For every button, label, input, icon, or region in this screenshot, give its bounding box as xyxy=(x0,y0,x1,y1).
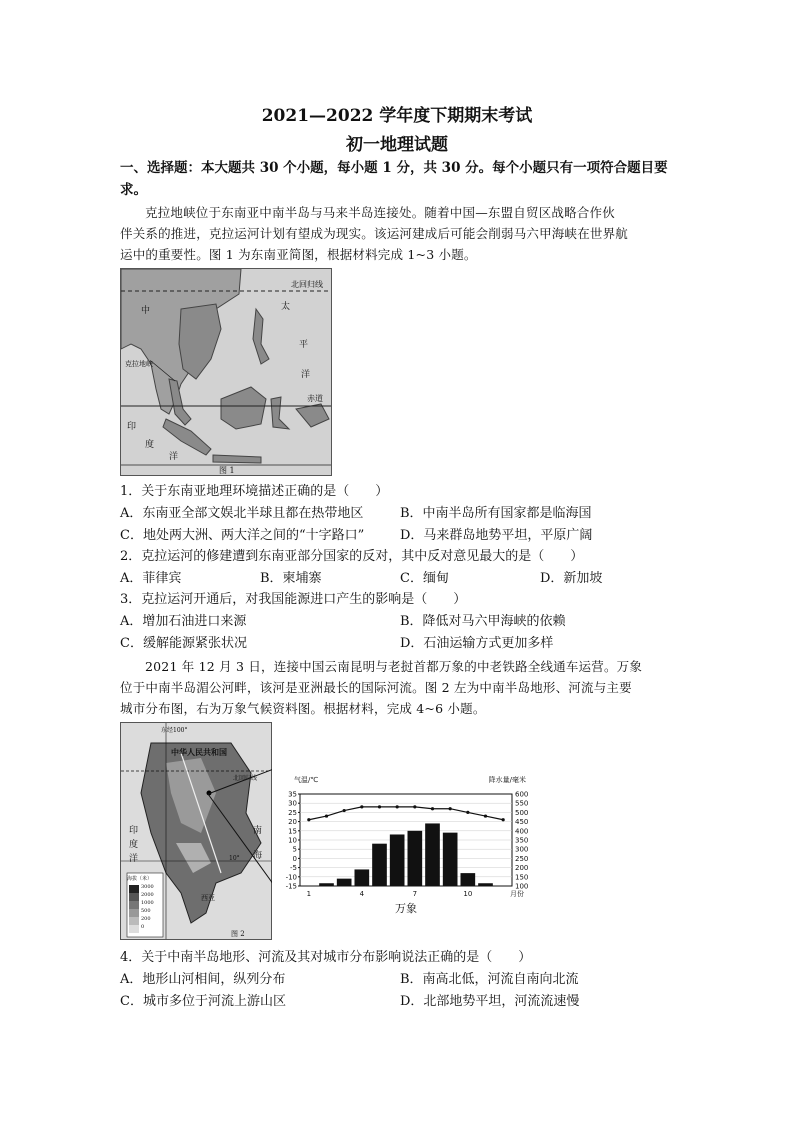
map2-legend-item: 2000 xyxy=(141,892,154,898)
question-4-option-a: A．地形山河相间，纵列分布 xyxy=(120,972,286,987)
map1-label-ping: 平 xyxy=(299,340,309,350)
question-1-stem: 1．关于东南亚地理环境描述正确的是（ ） xyxy=(120,484,389,499)
y-tick-right: 150 xyxy=(515,873,529,882)
map1-label-yang2: 洋 xyxy=(169,452,179,462)
question-3-option-a: A．增加石油进口来源 xyxy=(120,614,247,629)
y-axis-right-label: 降水量/毫米 xyxy=(488,776,526,784)
map2-label-xiya: 西亚 xyxy=(201,894,215,902)
southeast-asia-map xyxy=(120,268,332,476)
question-4-stem: 4．关于中南半岛地形、河流及其对城市分布影响说法正确的是（ ） xyxy=(120,950,532,965)
y-tick-right: 250 xyxy=(515,854,529,863)
section-heading xyxy=(120,157,680,201)
y-tick-right: 450 xyxy=(515,818,529,827)
precip-bar xyxy=(372,844,387,886)
y-tick-right: 100 xyxy=(515,882,529,891)
question-1-option-c: C．地处两大洲、两大洋之间的“十字路口” xyxy=(120,528,365,543)
climate-chart-svg xyxy=(272,760,592,940)
question-2-option-b: B．柬埔寨 xyxy=(260,571,322,586)
map1-label-yin: 印 xyxy=(127,422,137,432)
x-axis-label: 月份 xyxy=(510,890,524,898)
question-3-option-b: B．降低对马六甲海峡的依赖 xyxy=(400,614,566,629)
question-3-stem: 3．克拉运河开通后，对我国能源进口产生的影响是（ ） xyxy=(120,592,467,607)
map2-legend-item: 1000 xyxy=(141,900,154,906)
map2-label-china: 中华人民共和国 xyxy=(171,747,227,757)
precip-bar xyxy=(461,873,476,886)
passage-1-line3: 运中的重要性。图 1 为东南亚简图，根据材料完成 1~3 小题。 xyxy=(120,247,477,262)
y-tick-right: 200 xyxy=(515,864,529,873)
passage-2-line3: 城市分布图，右为万象气候资料图。根据材料，完成 4~6 小题。 xyxy=(120,701,486,716)
precip-bar xyxy=(355,869,370,886)
map1-label-du: 度 xyxy=(145,440,155,450)
question-2-option-d: D．新加坡 xyxy=(540,571,603,586)
map1-label-kela: 克拉地峡 xyxy=(125,360,153,368)
question-1-option-a: A．东南亚全部文娱北半球且都在热带地区 xyxy=(120,506,364,521)
map2-label-lat: 10° xyxy=(229,855,240,862)
chart-title: 万象 xyxy=(395,902,417,915)
y-tick-right: 550 xyxy=(515,799,529,808)
temperature-point xyxy=(325,814,328,817)
exam-title: 2021—2022 学年度下期期末考试 xyxy=(261,106,533,126)
x-tick: 10 xyxy=(463,890,473,898)
passage-2-line2: 位于中南半岛湄公河畔，该河是亚洲最长的国际河流。图 2 左为中南半岛地形、河流与主要 xyxy=(120,680,632,695)
map2-legend-item: 0 xyxy=(141,924,145,930)
passage-1 xyxy=(120,202,680,265)
question-4-option-c: C．城市多位于河流上游山区 xyxy=(120,994,286,1009)
precip-bar xyxy=(390,834,405,886)
section-heading-line1: 一、选择题：本大题共 30 个小题，每小题 1 分，共 30 分。每个小题只有一项符合题目要 xyxy=(120,160,668,176)
x-tick: 4 xyxy=(359,890,365,898)
map1-label-zhong: 中 xyxy=(141,306,151,316)
question-2-option-c: C．缅甸 xyxy=(400,571,449,586)
y-tick-right: 500 xyxy=(515,808,529,817)
passage-2-line1: 2021 年 12 月 3 日，连接中国云南昆明与老挝首都万象的中老铁路全线通车运营。万象 xyxy=(145,659,643,674)
map2-label-du: 度 xyxy=(129,840,139,850)
map2-label-yin: 印 xyxy=(129,826,139,836)
precip-bar xyxy=(319,883,334,886)
y-tick-left: -5 xyxy=(290,864,297,873)
temperature-point xyxy=(343,809,346,812)
question-4-option-d: D．北部地势平坦，河流流速慢 xyxy=(400,994,580,1009)
map2-caption: 图 2 xyxy=(231,930,245,938)
map2-label-yang: 洋 xyxy=(129,854,139,864)
y-tick-left: 30 xyxy=(288,799,297,808)
temperature-point xyxy=(413,805,416,808)
map2-legend-item: 3000 xyxy=(141,884,154,890)
temperature-point xyxy=(360,805,363,808)
precip-bar xyxy=(478,883,493,886)
section-heading-line2: 求。 xyxy=(120,182,147,198)
y-tick-left: 35 xyxy=(288,790,297,799)
map2-legend-item: 200 xyxy=(141,916,151,922)
question-2-option-a: A．菲律宾 xyxy=(120,571,182,586)
question-3-option-d: D．石油运输方式更加多样 xyxy=(400,636,554,651)
question-3-option-c: C．缓解能源紧张状况 xyxy=(120,636,247,651)
question-2-stem: 2．克拉运河的修建遭到东南亚部分国家的反对，其中反对意见最大的是（ ） xyxy=(120,549,584,564)
question-1-option-d: D．马来群岛地势平坦，平原广阔 xyxy=(400,528,593,543)
map1-label-yang: 洋 xyxy=(301,370,311,380)
y-tick-right: 400 xyxy=(515,827,529,836)
temperature-point xyxy=(502,818,505,821)
temperature-point xyxy=(378,805,381,808)
exam-subtitle: 初一地理试题 xyxy=(346,135,448,155)
climate-chart xyxy=(272,760,592,940)
map2-label-hai: 海 xyxy=(253,851,263,861)
precip-bar xyxy=(337,879,352,886)
map1-caption: 图 1 xyxy=(219,466,235,475)
y-tick-right: 300 xyxy=(515,845,529,854)
precip-bar xyxy=(408,831,423,886)
map1-label-tropic: 北回归线 xyxy=(291,280,323,289)
x-tick: 1 xyxy=(306,890,312,898)
x-tick: 7 xyxy=(412,890,418,898)
y-tick-left: 20 xyxy=(288,818,297,827)
map1-label-tai: 太 xyxy=(281,302,291,312)
question-4-option-b: B．南高北低，河流自南向北流 xyxy=(400,972,579,987)
precip-bar xyxy=(443,833,458,886)
y-tick-right: 600 xyxy=(515,790,529,799)
y-axis-left-label: 气温/℃ xyxy=(294,776,319,784)
y-tick-left: 15 xyxy=(288,827,297,836)
map2-label-tropic: 北回归线 xyxy=(233,775,258,782)
temperature-point xyxy=(484,814,487,817)
temperature-point xyxy=(431,807,434,810)
temperature-point xyxy=(307,818,310,821)
passage-1-line2: 伴关系的推进，克拉运河计划有望成为现实。该运河建成后可能会削弱马六甲海峡在世界航 xyxy=(120,226,629,241)
precip-bar xyxy=(425,823,440,886)
map1-label-equator: 赤道 xyxy=(307,394,323,403)
y-tick-right: 350 xyxy=(515,836,529,845)
temperature-point xyxy=(449,807,452,810)
y-tick-left: 0 xyxy=(292,854,297,863)
passage-1-line1: 克拉地峡位于东南亚中南半岛与马来半岛连接处。随着中国—东盟自贸区战略合作伙 xyxy=(145,205,615,220)
temperature-point xyxy=(466,811,469,814)
question-1-option-b: B．中南半岛所有国家都是临海国 xyxy=(400,506,592,521)
passage-2 xyxy=(120,656,680,719)
map2-label-lon: 东经100° xyxy=(161,727,188,734)
temperature-point xyxy=(396,805,399,808)
y-tick-left: -10 xyxy=(285,873,297,882)
y-tick-left: 25 xyxy=(288,808,297,817)
y-tick-left: 5 xyxy=(292,845,297,854)
map2-legend-title: 海拔（米） xyxy=(127,876,153,882)
map2-legend-item: 500 xyxy=(141,908,151,914)
y-tick-left: -15 xyxy=(285,882,297,891)
map2-label-nan: 南 xyxy=(253,826,263,836)
y-tick-left: 10 xyxy=(288,836,297,845)
